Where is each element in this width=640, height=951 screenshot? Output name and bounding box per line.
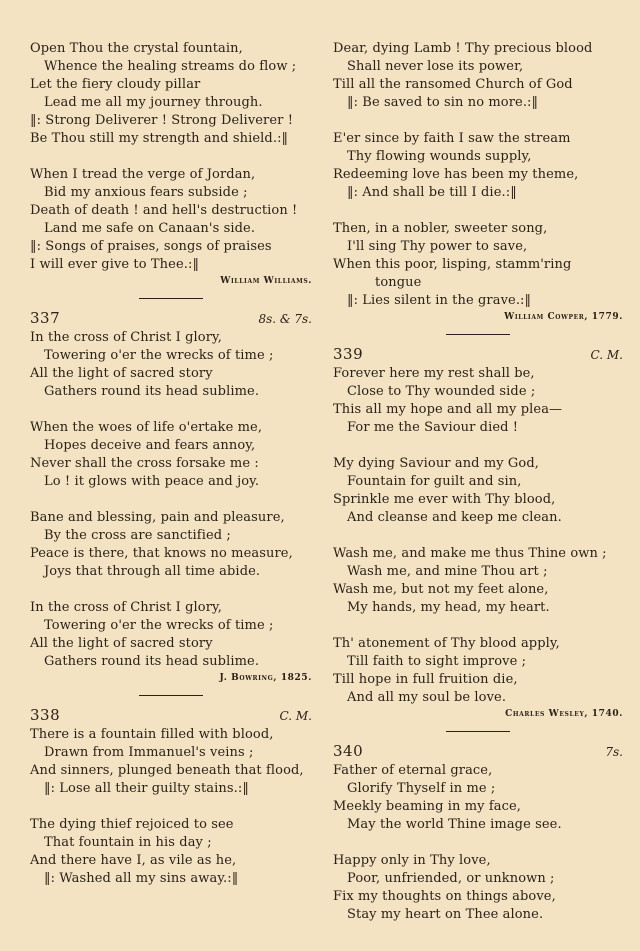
verse-line: ‖: Be saved to sin no more.:‖ — [347, 95, 539, 110]
verse-line: Let the fiery cloudy pillar — [30, 77, 201, 92]
hymn-header — [333, 740, 623, 762]
verse-line: Open Thou the crystal fountain, — [30, 41, 243, 56]
hymn-339 — [333, 343, 623, 721]
verse-line: And there have I, as vile as he, — [30, 853, 237, 868]
stanza — [30, 726, 312, 798]
verse-line: Redeeming love has been my theme, — [333, 167, 579, 182]
divider-rule — [139, 298, 203, 299]
stanza — [333, 852, 623, 924]
verse-line: Close to Thy wounded side ; — [347, 384, 536, 399]
verse-line: In the cross of Christ I glory, — [30, 330, 222, 345]
hymn-author: J. Bowring, 1825. — [219, 673, 312, 683]
stanza — [333, 130, 623, 202]
right-column — [333, 40, 623, 924]
stanza — [30, 166, 312, 274]
verse-line: Th' atonement of Thy blood apply, — [333, 636, 560, 651]
hymn-header — [30, 307, 312, 329]
verse-line: Drawn from Immanuel's veins ; — [44, 745, 254, 760]
verse-line: I'll sing Thy power to save, — [347, 239, 528, 254]
verse-line: I will ever give to Thee.:‖ — [30, 257, 200, 272]
hymn-author: William Cowper, 1779. — [504, 312, 623, 322]
hymn-number: 338 — [30, 706, 61, 724]
stanza — [333, 40, 623, 112]
verse-line: For me the Saviour died ! — [347, 420, 519, 435]
hymn-header — [30, 704, 312, 726]
hymn-continued-right — [333, 40, 623, 324]
verse-line: When the woes of life o'ertake me, — [30, 420, 263, 435]
verse-line: Glorify Thyself in me ; — [347, 781, 496, 796]
verse-line: All the light of sacred story — [30, 636, 213, 651]
divider-rule — [139, 695, 203, 696]
verse-line: Death of death ! and hell's destruction ! — [30, 203, 298, 218]
verse-line: Shall never lose its power, — [347, 59, 524, 74]
verse-line: Be Thou still my strength and shield.:‖ — [30, 131, 289, 146]
verse-line: Land me safe on Canaan's side. — [44, 221, 256, 236]
verse-line: ‖: And shall be till I die.:‖ — [347, 185, 517, 200]
verse-line: When I tread the verge of Jordan, — [30, 167, 256, 182]
divider-rule — [446, 334, 510, 335]
stanza — [30, 509, 312, 581]
stanza — [333, 545, 623, 617]
verse-line: ‖: Lies silent in the grave.:‖ — [347, 293, 532, 308]
verse-line: My dying Saviour and my God, — [333, 456, 539, 471]
divider-rule — [446, 731, 510, 732]
verse-line: ‖: Songs of praises, songs of praises — [30, 239, 272, 254]
hymn-meter: 8s. & 7s. — [258, 312, 312, 326]
verse-line: Lead me all my journey through. — [44, 95, 263, 110]
verse-line: ‖: Washed all my sins away.:‖ — [44, 871, 239, 886]
verse-line: Wash me, but not my feet alone, — [333, 582, 549, 597]
verse-line: There is a fountain filled with blood, — [30, 727, 274, 742]
verse-line: Till hope in full fruition die, — [333, 672, 518, 687]
stanza — [30, 40, 312, 148]
stanza — [333, 762, 623, 834]
hymn-header — [333, 343, 623, 365]
verse-line: Joys that through all time abide. — [44, 564, 261, 579]
stanza — [30, 599, 312, 671]
stanza — [30, 816, 312, 888]
verse-line: Bane and blessing, pain and pleasure, — [30, 510, 285, 525]
stanza — [30, 329, 312, 401]
verse-line: Meekly beaming in my face, — [333, 799, 522, 814]
hymn-338 — [30, 704, 312, 888]
verse-line: Thy flowing wounds supply, — [347, 149, 532, 164]
hymn-340 — [333, 740, 623, 924]
stanza — [333, 220, 623, 310]
verse-line: Lo ! it glows with peace and joy. — [44, 474, 260, 489]
verse-line: Wash me, and mine Thou art ; — [347, 564, 548, 579]
verse-line: Peace is there, that knows no measure, — [30, 546, 293, 561]
left-column — [30, 40, 312, 888]
verse-line: And cleanse and keep me clean. — [347, 510, 562, 525]
verse-line: Gathers round its head sublime. — [44, 654, 260, 669]
verse-line: Whence the healing streams do flow ; — [44, 59, 297, 74]
verse-line: Dear, dying Lamb ! Thy precious blood — [333, 41, 593, 56]
hymn-meter: C. M. — [590, 348, 623, 362]
verse-line: Forever here my rest shall be, — [333, 366, 535, 381]
verse-line: And all my soul be love. — [347, 690, 507, 705]
verse-line: ‖: Lose all their guilty stains.:‖ — [44, 781, 249, 796]
verse-line: May the world Thine image see. — [347, 817, 562, 832]
verse-line: Till all the ransomed Church of God — [333, 77, 573, 92]
hymn-337 — [30, 307, 312, 685]
verse-line: Hopes deceive and fears annoy, — [44, 438, 256, 453]
hymn-continued-left — [30, 40, 312, 288]
verse-line: Towering o'er the wrecks of time ; — [44, 348, 274, 363]
hymn-author: Charles Wesley, 1740. — [505, 709, 623, 719]
stanza — [333, 635, 623, 707]
verse-line: E'er since by faith I saw the stream — [333, 131, 571, 146]
verse-line: My hands, my head, my heart. — [347, 600, 550, 615]
hymn-meter: 7s. — [605, 745, 623, 759]
verse-line: When this poor, lisping, stamm'ring — [333, 257, 572, 272]
verse-line: Poor, unfriended, or unknown ; — [347, 871, 555, 886]
verse-line: Towering o'er the wrecks of time ; — [44, 618, 274, 633]
verse-line: Gathers round its head sublime. — [44, 384, 260, 399]
verse-line: Till faith to sight improve ; — [347, 654, 527, 669]
verse-line: Happy only in Thy love, — [333, 853, 491, 868]
verse-line: Bid my anxious fears subside ; — [44, 185, 248, 200]
stanza — [333, 455, 623, 527]
verse-line: This all my hope and all my plea— — [333, 402, 563, 417]
verse-line: Father of eternal grace, — [333, 763, 493, 778]
stanza — [30, 419, 312, 491]
hymn-number: 337 — [30, 309, 61, 327]
verse-line: And sinners, plunged beneath that flood, — [30, 763, 304, 778]
hymn-author: William Williams. — [220, 276, 312, 286]
verse-line: By the cross are sanctified ; — [44, 528, 231, 543]
stanza — [333, 365, 623, 437]
verse-line: In the cross of Christ I glory, — [30, 600, 222, 615]
verse-line: ‖: Strong Deliverer ! Strong Deliverer ! — [30, 113, 294, 128]
verse-line: The dying thief rejoiced to see — [30, 817, 234, 832]
verse-line: Fountain for guilt and sin, — [347, 474, 522, 489]
hymn-meter: C. M. — [279, 709, 312, 723]
verse-line: All the light of sacred story — [30, 366, 213, 381]
verse-line: tongue — [375, 275, 422, 290]
verse-line: Sprinkle me ever with Thy blood, — [333, 492, 556, 507]
verse-line: Never shall the cross forsake me : — [30, 456, 259, 471]
verse-line: Wash me, and make me thus Thine own ; — [333, 546, 607, 561]
verse-line: Stay my heart on Thee alone. — [347, 907, 544, 922]
hymn-number: 339 — [333, 345, 364, 363]
verse-line: That fountain in his day ; — [44, 835, 212, 850]
hymn-number: 340 — [333, 742, 364, 760]
verse-line: Fix my thoughts on things above, — [333, 889, 556, 904]
verse-line: Then, in a nobler, sweeter song, — [333, 221, 548, 236]
